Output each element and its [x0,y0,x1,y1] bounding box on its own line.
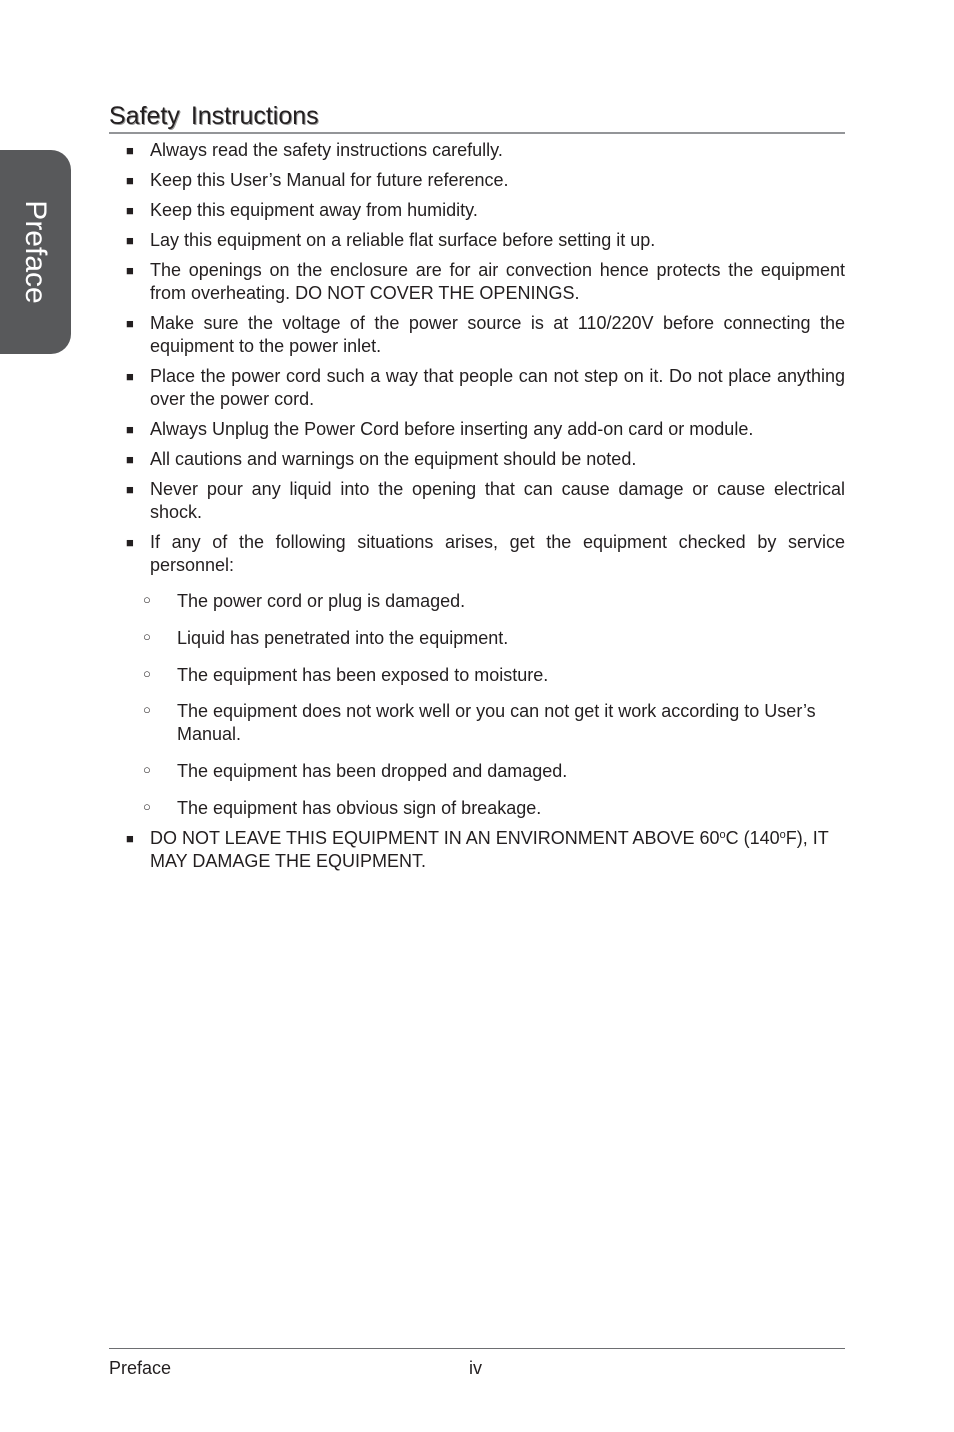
sub-list-item: ○ The equipment does not work well or you can not get it work according to User’s Manual. [143,701,816,744]
list-item: ■ The openings on the enclosure are for air convection hence protects the equipment from overheating. DO NOT COVER THE OPENINGS. [126,260,845,303]
square-bullet-icon: ■ [126,452,134,467]
footer-divider [109,1348,845,1349]
square-bullet-icon: ■ [126,233,134,248]
square-bullet-icon: ■ [126,831,134,846]
sub-list-item: ○ The equipment has been dropped and damaged. [143,761,568,781]
square-bullet-icon: ■ [126,535,134,550]
circle-bullet-icon: ○ [143,629,151,644]
square-bullet-icon: ■ [126,422,134,437]
square-bullet-icon: ■ [126,482,134,497]
sub-list-item: ○ The equipment has been exposed to moisture. [143,665,549,685]
title-divider [109,132,845,134]
circle-bullet-icon: ○ [143,702,151,717]
side-tab-label: Preface [19,200,52,304]
list-item: ■ Make sure the voltage of the power source is at 110/220V before connecting the equipment to the power inlet. [126,313,845,356]
sub-list-item: ○ Liquid has penetrated into the equipment. [143,628,509,648]
list-item: ■ All cautions and warnings on the equipment should be noted. [126,449,637,469]
list-item: ■ If any of the following situations arises, get the equipment checked by service personnel: [126,532,845,575]
square-bullet-icon: ■ [126,203,134,218]
page-number: iv [469,1358,482,1378]
degree-sign: o [719,829,726,841]
sub-list-item: ○ The equipment has obvious sign of breakage. [143,798,542,818]
list-item: ■ Keep this User’s Manual for future reference. [126,170,509,190]
circle-bullet-icon: ○ [143,592,151,607]
square-bullet-icon: ■ [126,369,134,384]
list-item: ■ Keep this equipment away from humidity. [126,200,478,220]
circle-bullet-icon: ○ [143,762,151,777]
square-bullet-icon: ■ [126,316,134,331]
page-title: Safety Instructions [109,102,319,130]
degree-sign: o [779,829,786,841]
list-item: ■ Place the power cord such a way that people can not step on it. Do not place anything over the power cord. [126,366,845,409]
footer-section-label: Preface [109,1358,172,1378]
list-item: ■ Always Unplug the Power Cord before inserting any add-on card or module. [126,419,754,439]
square-bullet-icon: ■ [126,143,134,158]
circle-bullet-icon: ○ [143,666,151,681]
list-item: ■ Lay this equipment on a reliable flat surface before setting it up. [126,230,656,250]
square-bullet-icon: ■ [126,263,134,278]
list-item: ■ Never pour any liquid into the opening that can cause damage or cause electrical shock. [126,479,845,522]
square-bullet-icon: ■ [126,173,134,188]
sub-list-item: ○ The power cord or plug is damaged. [143,591,466,611]
list-item-warning: ■ DO NOT LEAVE THIS EQUIPMENT IN AN ENVIRONMENT ABOVE 60$^o$C (140$^o$F), IT MAY DAMAGE THE EQUIPMENT. [126,828,829,871]
circle-bullet-icon: ○ [143,799,151,814]
list-item: ■ Always read the safety instructions carefully. [126,140,503,160]
